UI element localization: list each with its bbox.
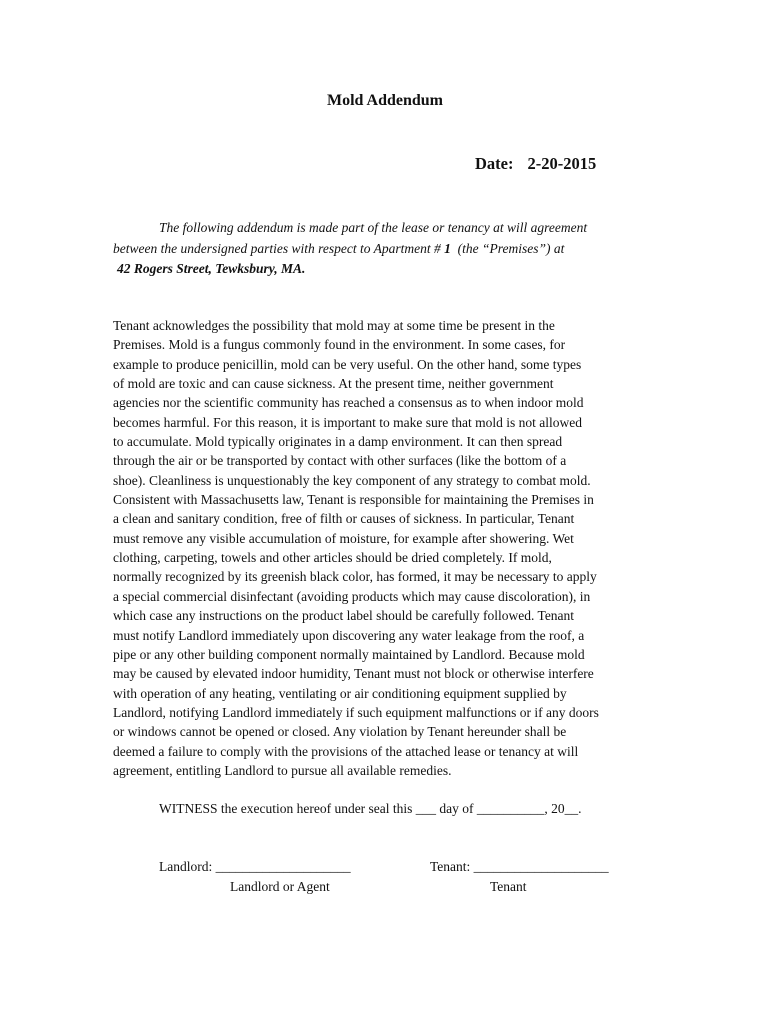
paragraph-line: agencies nor the scientific community has reached a consensus as to when indoor mold (113, 395, 584, 411)
landlord-signature-caption: Landlord or Agent (230, 879, 330, 894)
paragraph-line: to accumulate. Mold typically originates in a damp environment. It can then spread (113, 434, 563, 450)
paragraph-line: a special commercial disinfectant (avoiding products which may cause discoloration), in (113, 588, 591, 604)
mold-terms-paragraph (113, 316, 663, 780)
paragraph-line: through the air or be transported by contact with other surfaces (like the bottom of a (113, 453, 567, 469)
paragraph-line: Premises. Mold is a fungus commonly found in the environment. In some cases, for (113, 337, 566, 353)
paragraph-line: must notify Landlord immediately upon discovering any water leakage from the roof, a (113, 627, 585, 643)
paragraph-line: with operation of any heating, ventilating or air conditioning equipment supplied by (113, 685, 567, 701)
intro-line-2 (113, 239, 653, 260)
paragraph-line: may be caused by elevated indoor humidity, Tenant must not block or otherwise interfere (113, 666, 594, 682)
paragraph-line: must remove any visible accumulation of moisture, for example after showering. Wet (113, 530, 574, 546)
paragraph-line: becomes harmful. For this reason, it is important to make sure that mold is not allowed (113, 414, 583, 430)
intro-line-2-prefix: between the undersigned parties with respect to Apartment # (113, 240, 445, 256)
date-line (475, 154, 596, 174)
paragraph-line: clothing, carpeting, towels and other articles should be dried completely. If mold, (113, 550, 552, 566)
paragraph-line: deemed a failure to comply with the provisions of the attached lease or tenancy at will (113, 743, 579, 759)
paragraph-line: or windows cannot be opened or closed. Any violation by Tenant hereunder shall be (113, 724, 567, 740)
intro-paragraph (113, 218, 653, 280)
paragraph-line: which case any instructions on the product label should be carefully followed. Tenant (113, 608, 575, 624)
paragraph-line: shoe). Cleanliness is unquestionably the key component of any strategy to combat mold. (113, 472, 591, 488)
intro-line-1: The following addendum is made part of the lease or tenancy at will agreement (159, 220, 588, 235)
date-value: 2-20-2015 (527, 154, 597, 173)
intro-line-2-suffix: (the “Premises”) at (450, 240, 565, 256)
premises-address: 42 Rogers Street, Tewksbury, MA. (117, 261, 306, 276)
tenant-signature-line: Tenant: ____________________ (430, 859, 609, 874)
document-title: Mold Addendum (326, 92, 444, 109)
paragraph-line: pipe or any other building component normally maintained by Landlord. Because mold (113, 646, 585, 662)
witness-clause: WITNESS the execution hereof under seal this ___ day of __________, 20__. (159, 801, 582, 816)
date-label: Date: (475, 154, 514, 173)
paragraph-line: Tenant acknowledges the possibility that mold may at some time be present in the (113, 318, 555, 333)
apartment-number: 1 (444, 240, 451, 256)
paragraph-line: example to produce penicillin, mold can be very useful. On the other hand, some types (113, 356, 582, 372)
paragraph-line: a clean and sanitary condition, free of filth or causes of sickness. In particular, Tenant (113, 511, 575, 527)
paragraph-line: agreement, entitling Landlord to pursue all available remedies. (113, 762, 452, 778)
paragraph-line: Landlord, notifying Landlord immediately if such equipment malfunctions or if any doors (113, 704, 599, 720)
paragraph-line: Consistent with Massachusetts law, Tenant is responsible for maintaining the Premises in (113, 492, 594, 508)
tenant-signature-caption: Tenant (490, 879, 527, 894)
landlord-signature-line: Landlord: ____________________ (159, 859, 351, 874)
paragraph-line: normally recognized by its greenish black color, has formed, it may be necessary to apply (113, 569, 597, 585)
paragraph-line: of mold are toxic and can cause sickness. At the present time, neither government (113, 376, 554, 392)
